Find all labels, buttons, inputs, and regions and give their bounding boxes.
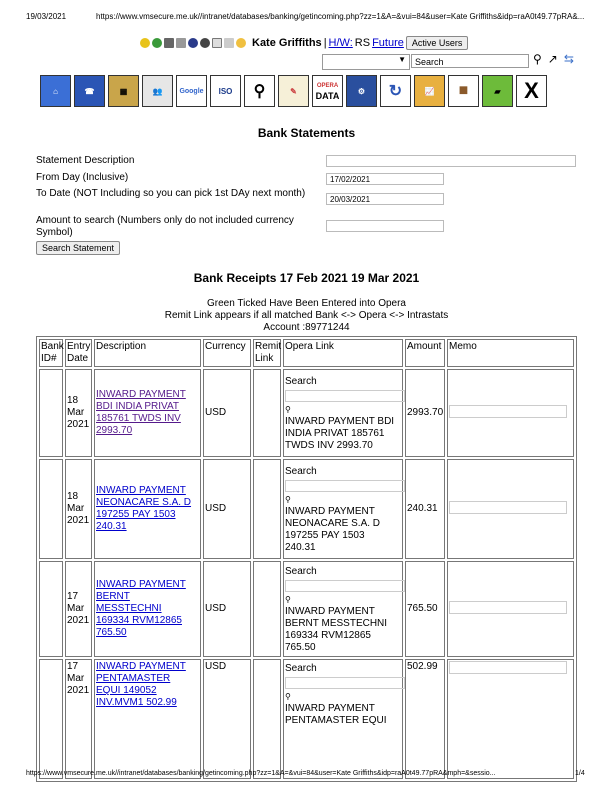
search-icon[interactable]: ⚲ [285, 495, 291, 504]
amount-cell: 502.99 [405, 659, 445, 779]
bank-id-cell [39, 459, 63, 559]
amount-cell: 765.50 [405, 561, 445, 657]
from-day-label: From Day (Inclusive) [36, 172, 129, 183]
remit-link-cell [253, 659, 281, 779]
search-icon[interactable]: ⚲ [285, 405, 291, 414]
opera-description-line: 197255 PAY 1503 [285, 530, 365, 541]
memo-cell [447, 561, 574, 657]
description-link[interactable] [96, 579, 199, 639]
memo-input[interactable] [449, 501, 567, 514]
tool-icons [533, 52, 574, 66]
amount-label: Amount to search (Numbers only do not included currency Symbol) [36, 215, 294, 238]
entry-day: 17 [67, 661, 79, 672]
iso-icon[interactable]: ISO [210, 75, 241, 107]
opera-description-line: INWARD PAYMENT [285, 606, 375, 617]
star-icon[interactable] [140, 38, 150, 48]
entry-date-cell [65, 369, 92, 457]
phone-icon[interactable]: ☎ [74, 75, 105, 107]
entry-year: 2021 [67, 419, 90, 430]
to-date-input[interactable]: 20/03/2021 [326, 193, 444, 205]
description-line: 197255 PAY 1503 [96, 509, 176, 520]
search-input[interactable]: Search [411, 54, 529, 68]
hw-link[interactable]: H/W: [328, 37, 353, 49]
opera-description-line: 240.31 [285, 542, 316, 553]
print-date: 19/03/2021 [26, 12, 67, 21]
home-icon[interactable]: ⌂ [40, 75, 71, 107]
print-url: https://www.vmsecure.me.uk//intranet/databases/banking/getincoming.php?zz=1&A=&vui=84&user=Kate Griffiths&idp=raA0t49.77pRA&... [96, 12, 585, 21]
description-line: INWARD PAYMENT [96, 661, 186, 672]
description-cell [94, 659, 201, 779]
description-cell [94, 561, 201, 657]
description-line: 2993.70 [96, 425, 133, 436]
chevron-down-icon: ▼ [398, 55, 406, 64]
user-name: Kate Griffiths [252, 37, 322, 49]
opera-link-cell [283, 369, 403, 457]
description-line: 765.50 [96, 627, 127, 638]
memo-input[interactable] [449, 661, 567, 674]
green-ticked-note: Green Ticked Have Been Entered into Opera [206, 298, 406, 309]
bank-id-cell [39, 561, 63, 657]
amount-input[interactable] [326, 220, 444, 232]
opera-search-input[interactable] [285, 480, 405, 492]
chart-folder-icon[interactable]: 📈 [414, 75, 445, 107]
refresh-icon[interactable]: ↻ [380, 75, 411, 107]
col-currency: Currency [203, 339, 251, 367]
entry-date-cell [65, 659, 92, 779]
description-line: INWARD PAYMENT [96, 579, 186, 590]
description-link[interactable] [96, 389, 199, 437]
table-row [39, 459, 574, 559]
pen-icon[interactable] [164, 38, 174, 48]
search-icon[interactable]: ⚲ [533, 52, 542, 66]
external-link-icon[interactable]: ↗ [547, 52, 558, 66]
opera-data-label: DATA [315, 91, 340, 101]
description-line: INWARD PAYMENT [96, 485, 186, 496]
remit-link-cell [253, 459, 281, 559]
page-title: Bank Statements [257, 126, 356, 140]
opera-search-input[interactable] [285, 580, 405, 592]
opera-description-line: NEONACARE S.A. D [285, 518, 381, 529]
memo-cell [447, 659, 574, 779]
entry-month: Mar [67, 673, 85, 684]
entry-year: 2021 [67, 515, 90, 526]
col-opera-link: Opera Link [283, 339, 403, 367]
opera-search-input[interactable] [285, 677, 405, 689]
entry-month: Mar [67, 503, 85, 514]
entry-day: 18 [67, 491, 79, 502]
opera-search-label: Search [285, 663, 317, 674]
close-icon[interactable]: X [516, 75, 547, 107]
col-amount: Amount [405, 339, 445, 367]
currency-cell: USD [203, 369, 251, 457]
description-line: 185761 TWDS INV [96, 413, 181, 424]
col-entry-date: Entry Date [65, 339, 92, 367]
col-description: Description [94, 339, 201, 367]
memo-cell [447, 369, 574, 457]
description-line: 240.31 [96, 521, 127, 532]
users-icon[interactable]: 👥 [142, 75, 173, 107]
rs-text: RS [354, 37, 371, 49]
description-line: INV.MVM1 502.99 [96, 697, 177, 708]
entry-month: Mar [67, 603, 85, 614]
description-line: MESSTECHNI [96, 603, 162, 614]
table-row [39, 659, 574, 779]
currency-cell: USD [203, 561, 251, 657]
receipts-title: Bank Receipts 17 Feb 2021 19 Mar 2021 [193, 271, 420, 285]
statement-description-input[interactable] [326, 155, 576, 167]
entry-day: 18 [67, 395, 79, 406]
opera-search-label: Search [285, 566, 317, 577]
opera-description-line: BERNT MESSTECHNI [285, 618, 388, 629]
receipts-table [36, 336, 577, 782]
google-icon[interactable]: Google [176, 75, 207, 107]
description-link[interactable] [96, 485, 199, 533]
opera-description-line: INDIA PRIVAT 185761 [285, 428, 385, 439]
description-link[interactable] [96, 661, 199, 709]
globe-icon[interactable] [152, 38, 162, 48]
opera-description-line: PENTAMASTER EQUI [285, 715, 387, 726]
network-icon[interactable] [200, 38, 210, 48]
entry-year: 2021 [67, 685, 90, 696]
entry-year: 2021 [67, 615, 90, 626]
col-memo: Memo [447, 339, 574, 367]
search-icon[interactable]: ⚲ [285, 595, 291, 604]
col-remit-link: Remit Link [253, 339, 281, 367]
description-line: BERNT [96, 591, 130, 602]
opera-link-cell [283, 659, 403, 779]
entry-month: Mar [67, 407, 85, 418]
smiley-icon[interactable] [236, 38, 246, 48]
icon-toolbar [40, 75, 547, 107]
opera-search-label: Search [285, 466, 317, 477]
account-number: Account :89771244 [263, 322, 350, 333]
table-row [39, 561, 574, 657]
opera-data-icon[interactable] [312, 75, 343, 107]
print-page-number: 1/4 [575, 770, 585, 777]
user-bar [140, 36, 468, 50]
opera-logo: OPERA [316, 83, 339, 89]
document-icon[interactable] [212, 38, 222, 48]
copy-icon[interactable] [224, 38, 234, 48]
to-date-label: To Date (NOT Including so you can pick 1st DAy next month) [36, 188, 306, 199]
entry-day: 17 [67, 591, 79, 602]
description-line: PENTAMASTER [96, 673, 171, 684]
separator: | [323, 37, 327, 49]
description-line: 169334 RVM12865 [96, 615, 182, 626]
opera-search-input[interactable] [285, 390, 405, 402]
description-line: INWARD PAYMENT [96, 389, 186, 400]
site-select[interactable] [322, 54, 410, 70]
entry-date-cell [65, 459, 92, 559]
col-bank-id: Bank ID# [39, 339, 63, 367]
memo-cell [447, 459, 574, 559]
description-cell [94, 369, 201, 457]
description-cell [94, 459, 201, 559]
description-line: NEONACARE S.A. D [96, 497, 192, 508]
currency-cell: USD [203, 459, 251, 559]
search-icon[interactable]: ⚲ [285, 692, 291, 701]
search-statement-button[interactable]: Search Statement [36, 241, 120, 255]
earth-icon[interactable] [188, 38, 198, 48]
active-users-button[interactable]: Active Users [406, 36, 469, 50]
gears-icon[interactable]: ⚙ [346, 75, 377, 107]
table-row [39, 369, 574, 457]
opera-search-label: Search [285, 376, 317, 387]
description-line: EQUI 149052 [96, 685, 157, 696]
table-header-row [39, 339, 574, 367]
amount-cell: 240.31 [405, 459, 445, 559]
opera-description-line: 169334 RVM12865 [285, 630, 371, 641]
swap-icon[interactable]: ⇆ [563, 52, 574, 66]
remit-link-cell [253, 561, 281, 657]
opera-link-cell [283, 459, 403, 559]
shop-icon[interactable]: ▦ [108, 75, 139, 107]
book-icon[interactable]: ▰ [482, 75, 513, 107]
memo-input[interactable] [449, 405, 567, 418]
box-icon[interactable]: ■ [448, 75, 479, 107]
bank-id-cell [39, 659, 63, 779]
amount-cell: 2993.70 [405, 369, 445, 457]
future-link[interactable]: Future [372, 37, 404, 49]
from-day-input[interactable]: 17/02/2021 [326, 173, 444, 185]
bank-id-cell [39, 369, 63, 457]
opera-description-line: INWARD PAYMENT [285, 506, 375, 517]
remit-link-note: Remit Link appears if all matched Bank <-> Opera <-> Intrastats [164, 310, 449, 321]
tool-icon[interactable] [176, 38, 186, 48]
entry-date-cell [65, 561, 92, 657]
magnifier-icon[interactable]: ⚲ [244, 75, 275, 107]
opera-description-line: 765.50 [285, 642, 316, 653]
currency-cell: USD [203, 659, 251, 779]
opera-description-line: INWARD PAYMENT [285, 703, 375, 714]
opera-description-line: TWDS INV 2993.70 [285, 440, 373, 451]
print-footer-url: https://www.vmsecure.me.uk//intranet/databases/banking/getincoming.php?zz=1&A=&vui=84&user=Kate Griffiths&idp=raA0t49.77pRA&mph=&sessio... [26, 770, 496, 777]
statement-description-label: Statement Description [36, 155, 135, 166]
opera-link-cell [283, 561, 403, 657]
description-line: BDI INDIA PRIVAT [96, 401, 179, 412]
remit-link-cell [253, 369, 281, 457]
notes-icon[interactable]: ✎ [278, 75, 309, 107]
memo-input[interactable] [449, 601, 567, 614]
opera-description-line: INWARD PAYMENT BDI [285, 416, 395, 427]
